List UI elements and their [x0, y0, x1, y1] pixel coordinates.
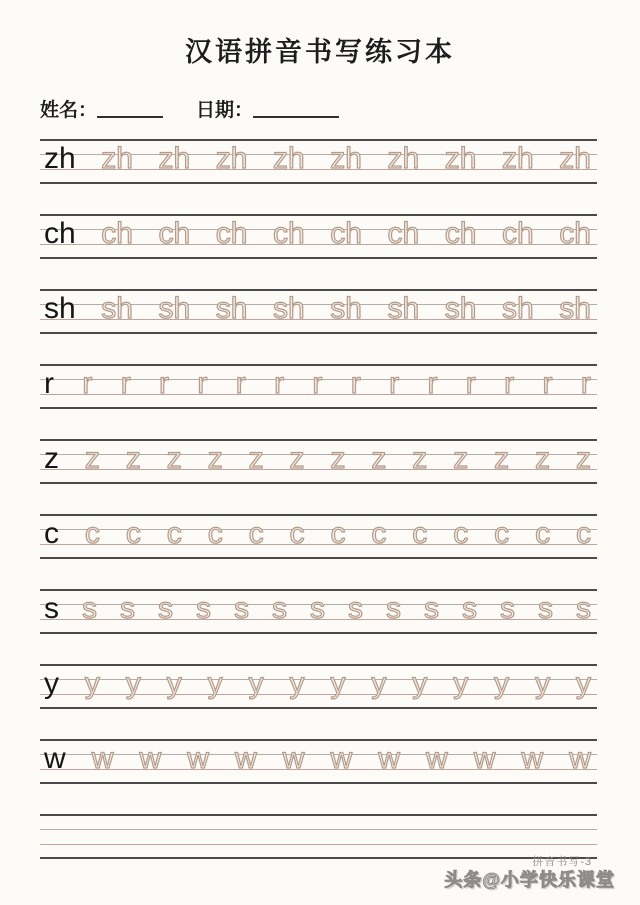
trace-letter: ch	[273, 217, 305, 250]
trace-letter: y	[289, 667, 305, 700]
trace-letter: s	[158, 592, 173, 625]
trace-letter: z	[494, 442, 510, 475]
guide-line-top	[40, 364, 597, 366]
guide-line-bottom	[40, 557, 597, 559]
letter-track	[44, 219, 591, 249]
trace-letter: y	[248, 667, 264, 700]
guide-line-bottom	[40, 482, 597, 484]
writing-row	[40, 514, 597, 559]
date-label: 日期：	[196, 100, 254, 121]
trace-letter: ch	[444, 217, 477, 250]
trace-letter: ch	[387, 217, 420, 250]
trace-letter: c	[166, 517, 182, 550]
page-title: 汉语拼音书写练习本	[185, 37, 455, 67]
watermark-overlay-text: 拼音书写-3	[532, 856, 592, 868]
trace-letter: sh	[273, 292, 305, 325]
model-letter: z	[44, 442, 59, 475]
trace-letter: zh	[387, 142, 420, 175]
trace-letter: s	[462, 592, 477, 625]
writing-rows	[40, 139, 597, 859]
trace-letter: sh	[387, 292, 420, 325]
trace-letter: z	[207, 442, 223, 475]
guide-line-top	[40, 139, 597, 141]
trace-letter: c	[412, 517, 428, 550]
trace-letter: ch	[158, 217, 191, 250]
trace-letter: w	[473, 742, 496, 775]
trace-letter: y	[412, 667, 428, 700]
guide-line-top	[40, 289, 597, 291]
trace-letter: w	[282, 742, 305, 775]
model-letter: zh	[44, 142, 76, 175]
trace-letter: z	[412, 442, 428, 475]
writing-row	[40, 589, 597, 634]
trace-letter: y	[330, 667, 346, 700]
letter-track	[44, 669, 591, 699]
writing-row	[40, 364, 597, 409]
trace-letter: w	[569, 742, 591, 775]
trace-letter: z	[453, 442, 469, 475]
guide-line-top	[40, 814, 597, 816]
trace-letter: s	[120, 592, 135, 625]
trace-letter: r	[427, 367, 438, 400]
trace-letter: z	[248, 442, 264, 475]
guide-line-upper-mid	[40, 829, 597, 830]
trace-letter: ch	[215, 217, 248, 250]
guide-line-bottom	[40, 182, 597, 184]
guide-line-bottom	[40, 782, 597, 784]
trace-letter: ch	[330, 217, 362, 250]
trace-letter: z	[371, 442, 387, 475]
trace-letter: c	[575, 517, 591, 550]
model-letter: w	[44, 742, 66, 775]
trace-letter: z	[289, 442, 305, 475]
trace-letter: y	[207, 667, 223, 700]
date-blank	[253, 115, 339, 118]
trace-letter: c	[535, 517, 551, 550]
trace-letter: sh	[559, 292, 591, 325]
guide-line-top	[40, 589, 597, 591]
trace-letter: z	[575, 442, 591, 475]
letter-track	[44, 594, 591, 624]
trace-letter: w	[235, 742, 257, 775]
trace-letter: sh	[330, 292, 362, 325]
trace-letter: c	[453, 517, 469, 550]
trace-letter: z	[166, 442, 182, 475]
trace-letter: s	[576, 592, 591, 625]
trace-letter: c	[125, 517, 141, 550]
model-letter: c	[44, 517, 59, 550]
guide-line-bottom	[40, 257, 597, 259]
model-letter: y	[44, 667, 59, 700]
trace-letter: y	[535, 667, 551, 700]
trace-letter: w	[378, 742, 400, 775]
trace-letter: y	[125, 667, 141, 700]
trace-letter: r	[350, 367, 361, 400]
trace-letter: w	[187, 742, 209, 775]
trace-letter: z	[535, 442, 551, 475]
writing-row	[40, 814, 597, 859]
letter-track	[44, 294, 591, 324]
guide-line-bottom	[40, 857, 597, 859]
trace-letter: sh	[215, 292, 248, 325]
trace-letter: r	[82, 367, 93, 400]
trace-letter: zh	[502, 142, 534, 175]
guide-line-bottom	[40, 632, 597, 634]
trace-letter: ch	[502, 217, 534, 250]
trace-letter: c	[289, 517, 305, 550]
guide-line-bottom	[40, 332, 597, 334]
trace-letter: y	[166, 667, 182, 700]
writing-row	[40, 664, 597, 709]
trace-letter: c	[330, 517, 346, 550]
trace-letter: y	[371, 667, 387, 700]
trace-letter: r	[542, 367, 553, 400]
trace-letter: r	[235, 367, 246, 400]
guide-line-top	[40, 514, 597, 516]
trace-letter: r	[580, 367, 591, 400]
letter-track	[44, 744, 591, 774]
model-letter: r	[44, 367, 54, 400]
trace-letter: y	[575, 667, 591, 700]
guide-line-bottom	[40, 407, 597, 409]
trace-letter: sh	[444, 292, 477, 325]
watermark-text: 头条@小学快乐课堂	[444, 870, 615, 890]
trace-letter: s	[272, 592, 287, 625]
letter-track	[44, 444, 591, 474]
trace-letter: c	[207, 517, 223, 550]
trace-letter: ch	[559, 217, 591, 250]
writing-row	[40, 439, 597, 484]
name-date-row	[40, 95, 640, 122]
trace-letter: z	[330, 442, 346, 475]
trace-letter: sh	[158, 292, 191, 325]
trace-letter: w	[521, 742, 544, 775]
trace-letter: z	[125, 442, 141, 475]
trace-letter: zh	[330, 142, 362, 175]
trace-letter: w	[330, 742, 353, 775]
trace-letter: s	[348, 592, 363, 625]
writing-row	[40, 139, 597, 184]
writing-row	[40, 739, 597, 784]
trace-letter: zh	[444, 142, 477, 175]
writing-row	[40, 289, 597, 334]
trace-letter: r	[389, 367, 400, 400]
trace-letter: r	[312, 367, 323, 400]
name-label: 姓名：	[40, 100, 98, 121]
trace-letter: zh	[158, 142, 191, 175]
trace-letter: zh	[559, 142, 591, 175]
guide-line-top	[40, 739, 597, 741]
trace-letter: s	[82, 592, 97, 625]
trace-letter: r	[274, 367, 285, 400]
model-letter: s	[44, 592, 59, 625]
model-letter: ch	[44, 217, 76, 250]
trace-letter: y	[84, 667, 100, 700]
letter-track	[44, 144, 591, 174]
trace-letter: s	[424, 592, 439, 625]
trace-letter: ch	[101, 217, 133, 250]
trace-letter: y	[494, 667, 510, 700]
trace-letter: s	[538, 592, 553, 625]
trace-letter: zh	[273, 142, 305, 175]
letter-track	[44, 369, 591, 399]
trace-letter: zh	[215, 142, 248, 175]
writing-row	[40, 214, 597, 259]
trace-letter: c	[494, 517, 510, 550]
trace-letter: s	[310, 592, 325, 625]
trace-letter: s	[500, 592, 515, 625]
trace-letter: r	[465, 367, 476, 400]
trace-letter: s	[196, 592, 211, 625]
trace-letter: c	[371, 517, 387, 550]
letter-track	[44, 519, 591, 549]
trace-letter: w	[426, 742, 448, 775]
trace-letter: c	[84, 517, 100, 550]
trace-letter: s	[386, 592, 401, 625]
trace-letter: w	[139, 742, 162, 775]
name-blank	[97, 115, 163, 118]
trace-letter: r	[159, 367, 170, 400]
trace-letter: c	[248, 517, 264, 550]
guide-line-top	[40, 664, 597, 666]
guide-line-baseline	[40, 844, 597, 845]
trace-letter: s	[234, 592, 249, 625]
trace-letter: y	[453, 667, 469, 700]
trace-letter: w	[91, 742, 114, 775]
trace-letter: sh	[101, 292, 133, 325]
trace-letter: zh	[101, 142, 133, 175]
trace-letter: r	[504, 367, 515, 400]
guide-line-top	[40, 439, 597, 441]
trace-letter: r	[120, 367, 131, 400]
trace-letter: sh	[502, 292, 534, 325]
trace-letter: z	[84, 442, 100, 475]
trace-letter: r	[197, 367, 208, 400]
model-letter: sh	[44, 292, 76, 325]
guide-line-bottom	[40, 707, 597, 709]
guide-line-top	[40, 214, 597, 216]
